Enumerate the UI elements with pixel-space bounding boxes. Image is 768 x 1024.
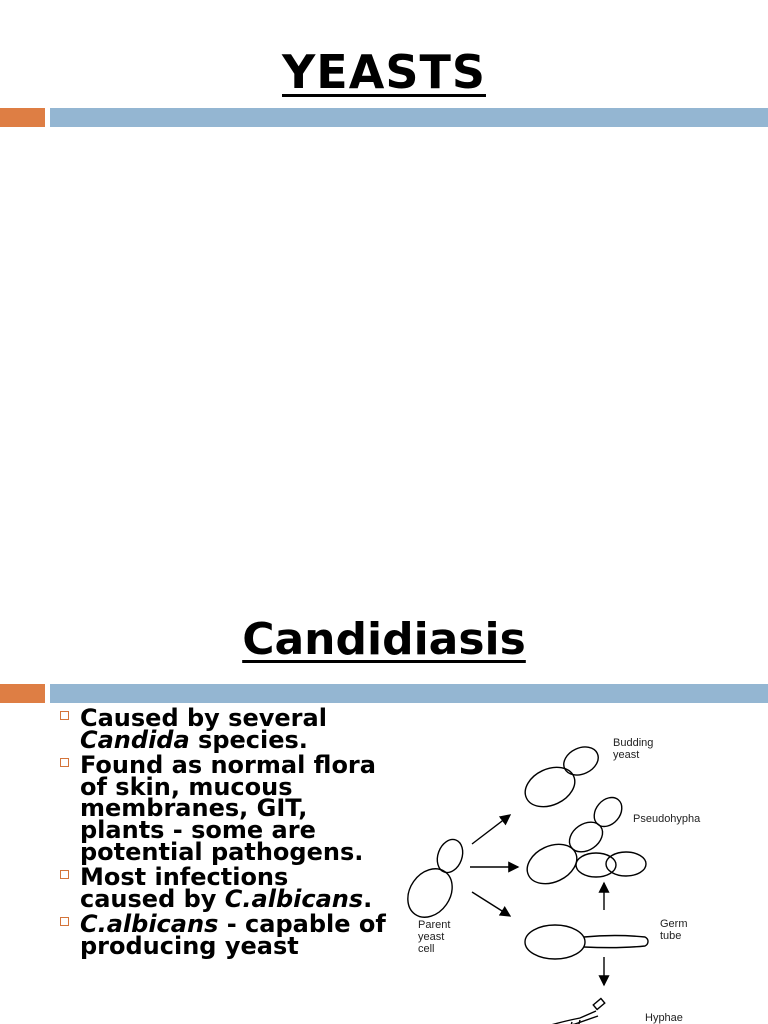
candida-morphology-diagram — [400, 735, 730, 1024]
slide-candidiasis — [0, 590, 768, 1024]
bullet-item — [58, 910, 388, 960]
bullet-text-italic: C.albicans — [80, 910, 219, 939]
label-parent-yeast-cell: Parent yeast cell — [418, 919, 451, 955]
accent-bar-blue — [50, 684, 768, 703]
bullet-text: Most infections caused by — [80, 863, 289, 913]
bullet-square-icon — [60, 917, 69, 926]
label-pseudohypha: Pseudohypha — [633, 813, 701, 825]
bullet-item — [58, 751, 388, 866]
bullet-text: . — [363, 884, 373, 913]
parent-yeast-cell-shape — [400, 836, 467, 926]
bullet-item — [58, 704, 388, 754]
accent-bar-blue — [50, 108, 768, 127]
slide-title: YEASTS — [282, 45, 486, 99]
hyphae-shape — [525, 998, 605, 1024]
bullet-square-icon — [60, 711, 69, 720]
bullet-item — [58, 863, 388, 913]
bullet-text-italic: Candida — [80, 725, 190, 754]
bullet-list — [58, 704, 388, 962]
budding-yeast-shape — [519, 742, 603, 815]
label-hyphae: Hyphae — [645, 1012, 683, 1024]
arrows — [470, 815, 604, 985]
bullet-text: species. — [189, 725, 308, 754]
slide-title: Candidiasis — [242, 614, 526, 665]
accent-bar-orange — [0, 684, 45, 703]
bullet-square-icon — [60, 870, 69, 879]
accent-bar-orange — [0, 108, 45, 127]
germ-tube-shape — [525, 925, 648, 959]
bullet-text: Caused by several — [80, 704, 327, 732]
bullet-text: - capable of producing yeast — [80, 910, 386, 960]
label-germ-tube: Germ tube — [660, 918, 688, 942]
bullet-square-icon — [60, 758, 69, 767]
label-budding-yeast: Budding yeast — [613, 737, 654, 761]
bullet-text: Found as normal flora of skin, mucous membranes, GIT, plants - some are potential pathogens. — [80, 751, 376, 866]
bullet-text-italic: C.albicans — [224, 884, 364, 913]
